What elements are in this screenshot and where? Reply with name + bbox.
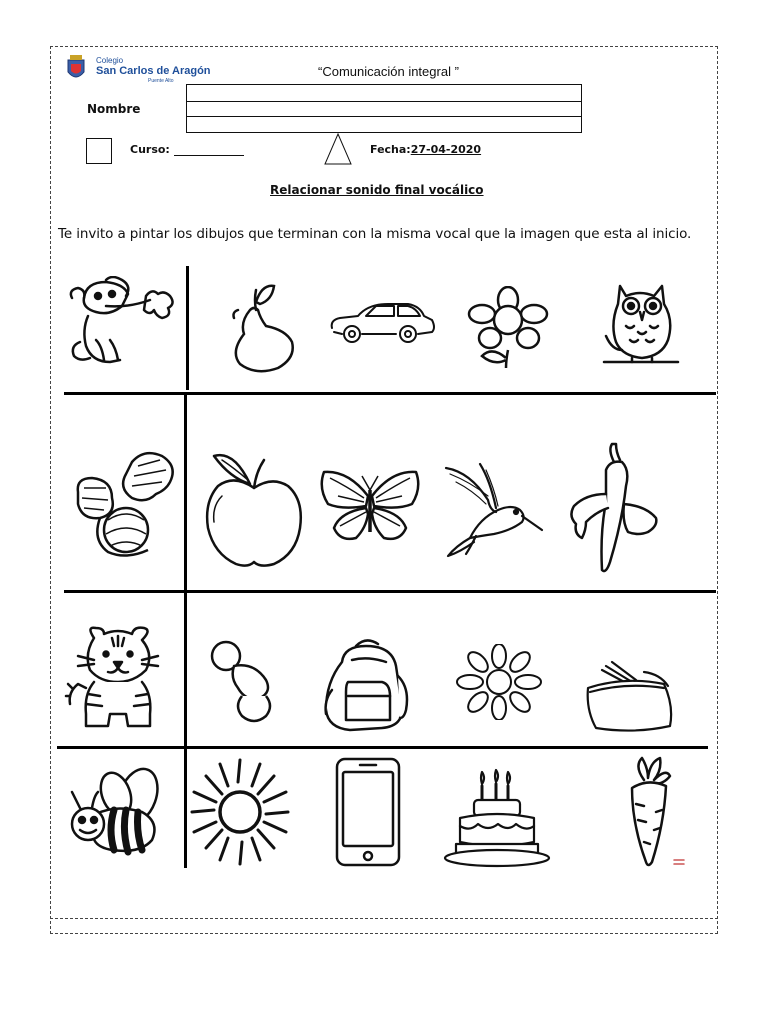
name-line <box>187 116 581 117</box>
school-logo <box>66 54 211 86</box>
flower-icon <box>466 286 552 372</box>
school-crest-icon <box>66 54 86 82</box>
triangle-icon <box>323 132 353 166</box>
sun-icon <box>190 758 290 866</box>
name-line <box>187 101 581 102</box>
carrot-icon <box>614 754 688 870</box>
column-divider <box>186 266 189 390</box>
row-divider <box>64 392 716 395</box>
birthday-cake-icon <box>442 766 552 870</box>
fecha <box>370 143 481 156</box>
instructions-text: Te invito a pintar los dibujos que terminan con la misma vocal que la imagen que esta al inicio. <box>58 226 692 242</box>
apple-icon <box>204 450 304 572</box>
butterfly-icon <box>318 466 422 546</box>
owl-icon <box>602 280 680 364</box>
activity-subtitle: Relacionar sonido final vocálico <box>270 183 484 197</box>
bee-icon <box>66 764 160 856</box>
daisy-icon <box>456 644 542 720</box>
name-field[interactable] <box>186 84 582 133</box>
row-divider <box>64 590 716 593</box>
pencil-case-icon <box>584 658 676 732</box>
pear-icon <box>226 282 298 374</box>
logo-line-2: San Carlos de Aragón <box>96 65 211 77</box>
row-divider <box>57 746 708 749</box>
dog-bone-icon <box>66 276 180 368</box>
logo-line-1: Colegio <box>96 56 124 65</box>
checkbox-square[interactable] <box>86 138 112 164</box>
footer-divider <box>50 918 718 919</box>
chili-pepper-icon <box>566 442 662 576</box>
hummingbird-icon <box>440 460 544 560</box>
peanut-icon <box>72 448 180 560</box>
backpack-icon <box>322 636 410 734</box>
cellphone-icon <box>334 756 402 868</box>
pacifier-icon <box>206 636 290 726</box>
curso-label: Curso: <box>130 143 170 156</box>
logo-line-3: Puente Alto <box>148 78 174 84</box>
tiger-icon <box>64 624 170 730</box>
fecha-label: Fecha: <box>370 143 411 156</box>
fecha-value: 27-04-2020 <box>410 143 482 156</box>
curso-field[interactable] <box>174 155 244 156</box>
column-divider <box>184 394 187 868</box>
name-label: Nombre <box>87 102 141 116</box>
car-icon <box>328 300 438 346</box>
worksheet-title: “Comunicación integral ” <box>318 64 459 79</box>
